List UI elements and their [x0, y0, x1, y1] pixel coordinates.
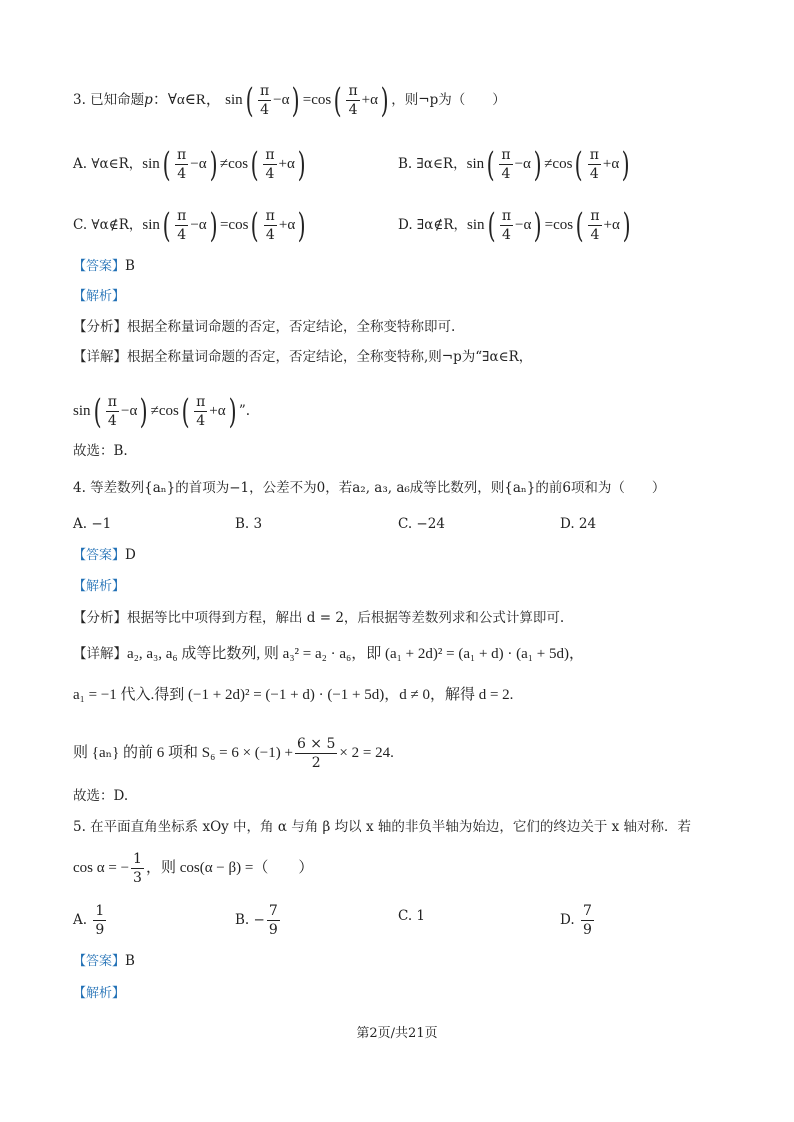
q3-fenxi: 【分析】根据全称量词命题的否定，否定结论，全称变特称即可. — [73, 319, 456, 335]
q3-option-b: B. ∃α∈R，sin( $\frac{\pi}{4}$ −α) ≠cos( $\frac{\pi}{4}$ +α) — [398, 144, 630, 185]
q3-frac-pi4: $\frac{\pi}{4}$ — [259, 83, 270, 118]
q3-xiangjie-expr: sin( $\frac{\pi}{4}$ −α) ≠cos( $\frac{\pi}{4}$ +α) ”. — [73, 391, 251, 432]
q5-option-a: A. $\frac{1}{9}$ — [73, 903, 105, 938]
q5-stem: 5. 在平面直角坐标系 xOy 中，角 α 与角 β 均以 x 轴的非负半轴为始边，它们的终边关于 x 轴对称．若 — [73, 819, 692, 835]
q3-guxuan: 故选：B. — [73, 443, 128, 459]
q5-analysis-tag: 【解析】 — [73, 986, 126, 1001]
q4-option-b: B. 3 — [235, 516, 263, 532]
q3-stem-text: 3. 已知命题 — [73, 92, 145, 108]
q3-option-a: A. ∀α∈R，sin( $\frac{\pi}{4}$ −α) ≠cos( $\frac{\pi}{4}$ +α) — [73, 144, 306, 185]
q4-frac: $\frac{6 \times 5}{2}$ — [296, 736, 336, 771]
q4-xiangjie-line2: a₁ = −1 代入.得到 (−1 + 2d)² = (−1 + d) · (−1 + 5d)，d ≠ 0，解得 d = 2. — [73, 687, 514, 703]
answer-tag: 【答案】 — [73, 259, 126, 274]
page-footer: 第2页/共21页 — [356, 1026, 438, 1041]
q4-xiangjie-line1: 【详解】a₂, a₃, a₆ 成等比数列, 则 a₃² = a₂ · a₆，即 (a₁ + 2d)² = (a₁ + d) · (a₁ + 5d)， — [73, 646, 584, 662]
q4-option-c: C. −24 — [398, 516, 445, 532]
q3-stem: 3. 已知命题p：∀α∈R， sin( $\frac{\pi}{4}$ −α) =cos( $\frac{\pi}{4}$ +α) ，则¬p为（ ） — [73, 80, 506, 121]
q5-condition: cos α = − $\frac{1}{3}$ ，则 cos(α − β) =（ ） — [73, 851, 314, 886]
q4-xiangjie-line3: 则 {aₙ} 的前 6 项和 S₆ = 6 × (−1) + $\frac{6 \times 5}{2}$ × 2 = 24. — [73, 736, 394, 771]
q5-option-d: D. $\frac{7}{9}$ — [560, 903, 592, 938]
q3-p: p — [144, 92, 153, 108]
q4-guxuan: 故选：D. — [73, 788, 129, 804]
q5-option-c: C. 1 — [398, 908, 426, 924]
q3-analysis-tag: 【解析】 — [73, 289, 126, 304]
q3-cos: cos — [311, 92, 332, 108]
q4-analysis-tag: 【解析】 — [73, 579, 126, 594]
q3-stem-mid: ：∀α∈R， — [152, 92, 221, 108]
q4-stem: 4. 等差数列{aₙ}的首项为−1，公差不为0，若a₂, a₃, a₆成等比数列，则{aₙ}的前6项和为（ ） — [73, 480, 666, 496]
q3-xiangjie: 【详解】根据全称量词命题的否定，否定结论，全称变特称,则¬p为“∃α∈R， — [73, 349, 533, 365]
q3-answer: 【答案】B — [73, 258, 135, 274]
q4-option-d: D. 24 — [560, 516, 597, 532]
q3-sin: sin — [225, 92, 243, 108]
q3-stem-post: ，则¬p为（ ） — [391, 92, 506, 108]
q5-answer: 【答案】B — [73, 953, 135, 969]
q4-fenxi: 【分析】根据等比中项得到方程，解出 d = 2，后根据等差数列求和公式计算即可. — [73, 610, 565, 626]
q4-answer: 【答案】D — [73, 547, 136, 563]
q4-option-a: A. −1 — [73, 516, 112, 532]
q3-option-c: C. ∀α∉R，sin( $\frac{\pi}{4}$ −α) =cos( $\frac{\pi}{4}$ +α) — [73, 205, 306, 246]
q5-option-b: B. − $\frac{7}{9}$ — [235, 903, 278, 938]
q3-option-d: D. ∃α∉R，sin( $\frac{\pi}{4}$ −α) =cos( $\frac{\pi}{4}$ +α) — [398, 205, 631, 246]
